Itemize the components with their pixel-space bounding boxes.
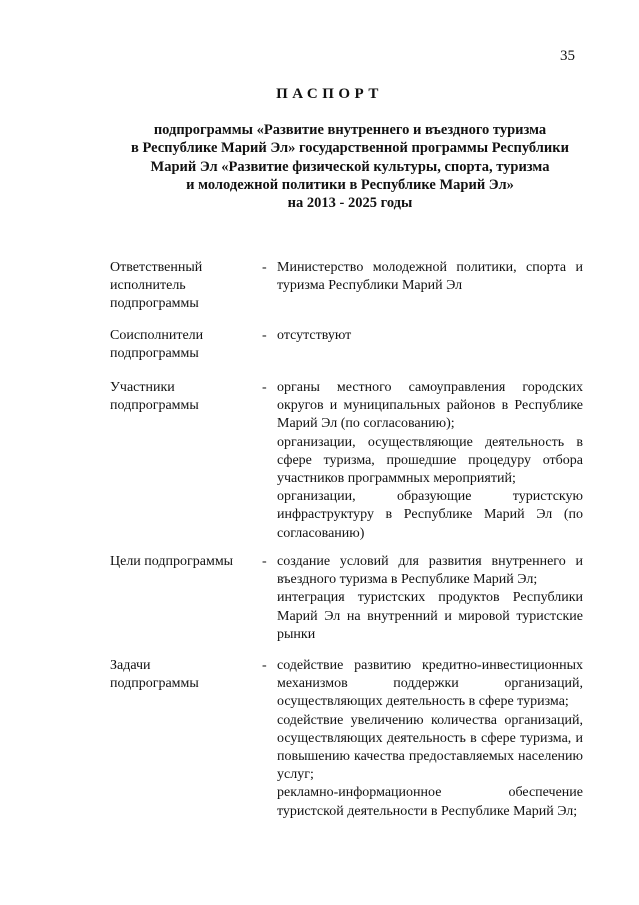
document-title: ПАСПОРТ	[276, 86, 383, 102]
row-content	[277, 379, 583, 543]
subtitle-line: в Республике Марий Эл» государственной программы Республики	[131, 140, 569, 157]
row-label-line: подпрограммы	[110, 346, 199, 362]
row-dash: -	[262, 260, 267, 275]
page-number: 35	[560, 48, 575, 64]
row-label-line: исполнитель	[110, 278, 186, 294]
row-paragraph: рекламно-информационное обеспечение туристской деятельности в Республике Марий Эл;	[277, 785, 583, 819]
row-label-line: Соисполнители	[110, 328, 204, 343]
row-label-line: Ответственный	[110, 260, 203, 275]
row-label	[110, 553, 258, 571]
row-label-line: подпрограммы	[110, 296, 199, 312]
row-paragraph: содействие увеличению количества организаций, осуществляющих деятельность в сфере туризма, и повышению качества предоставляемых населению услуг;	[277, 712, 583, 783]
row-paragraph: отсутствуют	[277, 328, 352, 343]
row-content	[277, 553, 583, 644]
row-paragraph: Министерство молодежной политики, спорта и туризма Республики Марий Эл	[277, 260, 583, 294]
subtitle-line: Марий Эл «Развитие физической культуры, спорта, туризма	[150, 158, 550, 175]
row-label	[110, 379, 258, 415]
row-dash: -	[262, 328, 267, 343]
row-label	[110, 657, 258, 693]
row-dash: -	[262, 554, 267, 569]
row-content	[277, 259, 583, 295]
row-label-line: Задачи	[110, 658, 151, 673]
row-content	[277, 327, 583, 345]
subtitle-line: на 2013 - 2025 годы	[287, 195, 413, 212]
row-paragraph: органы местного самоуправления городских округов и муниципальных районов в Республике Марий Эл (по согласованию);	[277, 380, 583, 432]
row-label	[110, 327, 258, 363]
row-label-line: Участники	[110, 380, 175, 395]
row-dash: -	[262, 380, 267, 395]
row-paragraph: организации, осуществляющие деятельность в сфере туризма, прошедшие процедуру отбора участников программных мероприятий;	[277, 434, 583, 487]
row-label-line: подпрограммы	[110, 676, 199, 692]
row-paragraph: создание условий для развития внутреннего и въездного туризма в Республике Марий Эл;	[277, 554, 583, 588]
row-paragraph: организации, образующие туристскую инфраструктуру в Республике Марий Эл (по согласованию)	[277, 489, 583, 541]
subtitle-line: и молодежной политики в Республике Марий Эл»	[186, 176, 514, 193]
row-content	[277, 657, 583, 821]
row-paragraph: содействие развитию кредитно-инвестиционных механизмов поддержки организаций, осуществляющих деятельность в сфере туризма;	[277, 658, 583, 710]
row-paragraph: интеграция туристских продуктов Республики Марий Эл на внутренний и мировой туристские рынки	[277, 590, 583, 642]
row-label	[110, 259, 258, 314]
subtitle-line: подпрограммы «Развитие внутреннего и въездного туризма	[153, 122, 547, 138]
row-label-line: подпрограммы	[110, 398, 199, 414]
row-dash: -	[262, 658, 267, 673]
row-label-line: Цели подпрограммы	[110, 554, 234, 569]
document-subtitle	[110, 121, 590, 212]
